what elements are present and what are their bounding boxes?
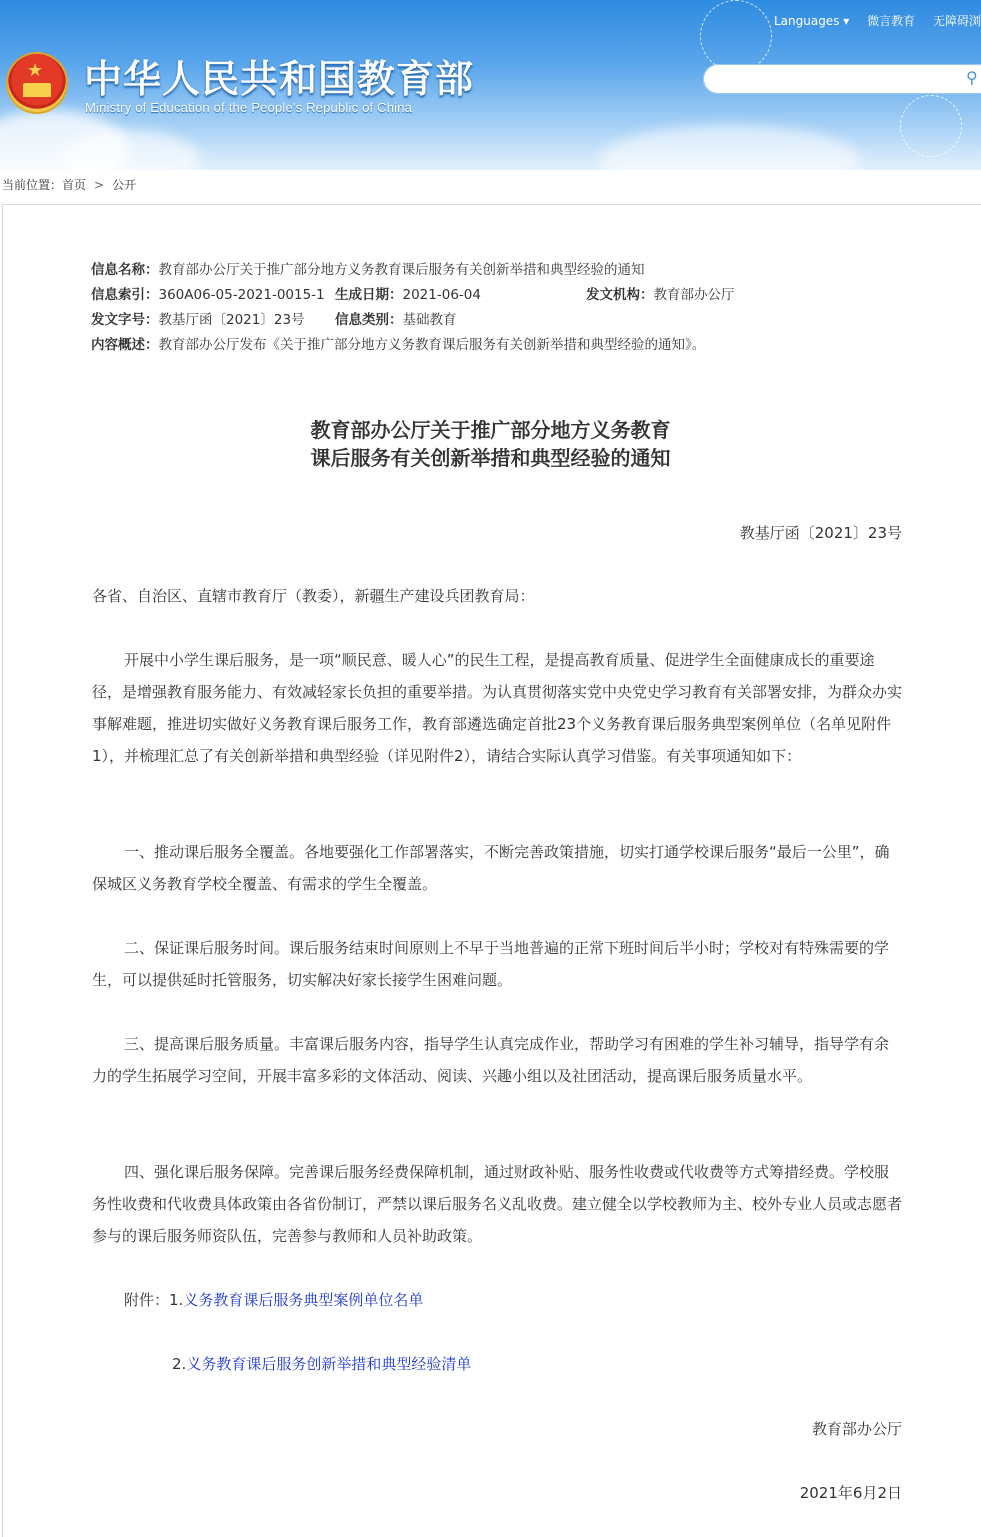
- info-label: 发文字号：: [91, 312, 159, 328]
- dandelion-decoration: [900, 95, 962, 157]
- info-value: 教育部办公厅发布《关于推广部分地方义务教育课后服务有关创新举措和典型经验的通知》。: [158, 337, 706, 353]
- dandelion-decoration: [700, 0, 772, 72]
- attachment-label: 附件：: [124, 1291, 170, 1309]
- chevron-down-icon: ▾: [843, 14, 850, 28]
- search-box: [703, 64, 981, 94]
- salutation: 各省、自治区、直辖市教育厅（教委），新疆生产建设兵团教育局：: [92, 587, 535, 605]
- weibo-link[interactable]: 微言教育: [867, 14, 916, 28]
- info-label: 生成日期：: [335, 287, 403, 303]
- info-row-name: [91, 258, 911, 283]
- paragraph-item-1: 一、推动课后服务全覆盖。各地要强化工作部署落实，不断完善政策措施，切实打通学校课后服务“最后一公里”，确保城区义务教育学校全覆盖、有需求的学生全覆盖。: [92, 843, 890, 893]
- breadcrumb-current[interactable]: 公开: [112, 178, 137, 192]
- paragraph-item-2: 二、保证课后服务时间。课后服务结束时间原则上不早于当地普遍的正常下班时间后半小时；学校对有特殊需要的学生，可以提供延时托管服务，切实解决好家长接学生困难问题。: [92, 939, 890, 989]
- attachment-2-number: 2.: [172, 1355, 187, 1373]
- breadcrumb: [0, 170, 981, 202]
- info-label: 信息类别：: [335, 312, 403, 328]
- attachment-1-link[interactable]: 义务教育课后服务典型案例单位名单: [183, 1291, 424, 1309]
- document-number: 教基厅函〔2021〕23号: [739, 524, 902, 542]
- national-emblem-icon[interactable]: ★: [6, 52, 68, 114]
- info-label: 发文机构：: [586, 287, 654, 303]
- languages-link[interactable]: Languages ▾: [773, 14, 850, 28]
- top-links: [760, 12, 981, 29]
- info-value: 教基厅函〔2021〕23号: [158, 312, 305, 328]
- document-title-line-2: 课后服务有关创新举措和典型经验的通知: [310, 446, 671, 470]
- paragraph-intro: 开展中小学生课后服务，是一项“顺民意、暖人心”的民生工程，是提高教育质量、促进学生全面健康成长的重要途径，是增强教育服务能力、有效减轻家长负担的重要举措。为认真贯彻落实党中央党史学习教育有关部署安排，为群众办实事解难题，推进切实做好义务教育课后服务工作，教育部遴选确定首批23个义务教育课后服务典型案例单位（名单见附件1），并梳理汇总了有关创新举措和典型经验（详见附件2），请结合实际认真学习借鉴。有关事项通知如下：: [92, 651, 903, 765]
- breadcrumb-home-link[interactable]: 首页: [62, 178, 87, 192]
- info-value: 基础教育: [402, 312, 457, 328]
- breadcrumb-prefix: 当前位置：: [2, 178, 63, 192]
- info-value: 教育部办公厅: [653, 287, 735, 303]
- info-value: 360A06-05-2021-0015-1: [158, 287, 325, 303]
- info-row-summary: [91, 333, 911, 358]
- document-title-line-1: 教育部办公厅关于推广部分地方义务教育: [310, 418, 671, 442]
- document-title: [0, 416, 981, 472]
- signature: 教育部办公厅: [811, 1420, 902, 1438]
- info-row-index: [91, 283, 911, 308]
- attachments: [92, 1284, 902, 1316]
- header-cloud-decoration: [600, 125, 860, 170]
- info-label: 信息名称：: [91, 262, 159, 278]
- info-value: 2021-06-04: [402, 287, 481, 303]
- paragraph-item-3: 三、提高课后服务质量。丰富课后服务内容，指导学生认真完成作业，帮助学习有困难的学生补习辅导，指导学有余力的学生拓展学习空间，开展丰富多彩的文体活动、阅读、兴趣小组以及社团活动，提高课后服务质量水平。: [92, 1035, 890, 1085]
- search-icon[interactable]: ⚲: [966, 68, 978, 87]
- info-row-docno: [91, 308, 911, 333]
- search-input[interactable]: [717, 69, 961, 91]
- site-header: [0, 0, 981, 170]
- info-label: 内容概述：: [91, 337, 159, 353]
- info-table: [91, 258, 911, 358]
- accessibility-link[interactable]: 无障碍浏: [932, 14, 981, 28]
- attachment-2: [92, 1348, 902, 1380]
- signature-date: 2021年6月2日: [799, 1484, 902, 1502]
- site-title[interactable]: 中华人民共和国教育部: [84, 57, 475, 101]
- info-label: 信息索引：: [91, 287, 159, 303]
- attachment-1-number: 1.: [169, 1291, 184, 1309]
- site-subtitle: Ministry of Education of the People's Republic of China: [85, 100, 413, 115]
- paragraph-item-4: 四、强化课后服务保障。完善课后服务经费保障机制，通过财政补贴、服务性收费或代收费等方式筹措经费。学校服务性收费和代收费具体政策由各省份制订，严禁以课后服务名义乱收费。建立健全以学校教师为主、校外专业人员或志愿者参与的课后服务师资队伍，完善参与教师和人员补助政策。: [92, 1163, 903, 1245]
- info-value: 教育部办公厅关于推广部分地方义务教育课后服务有关创新举措和典型经验的通知: [158, 262, 645, 278]
- attachment-2-link[interactable]: 义务教育课后服务创新举措和典型经验清单: [186, 1355, 472, 1373]
- chevron-right-icon: >: [94, 178, 105, 192]
